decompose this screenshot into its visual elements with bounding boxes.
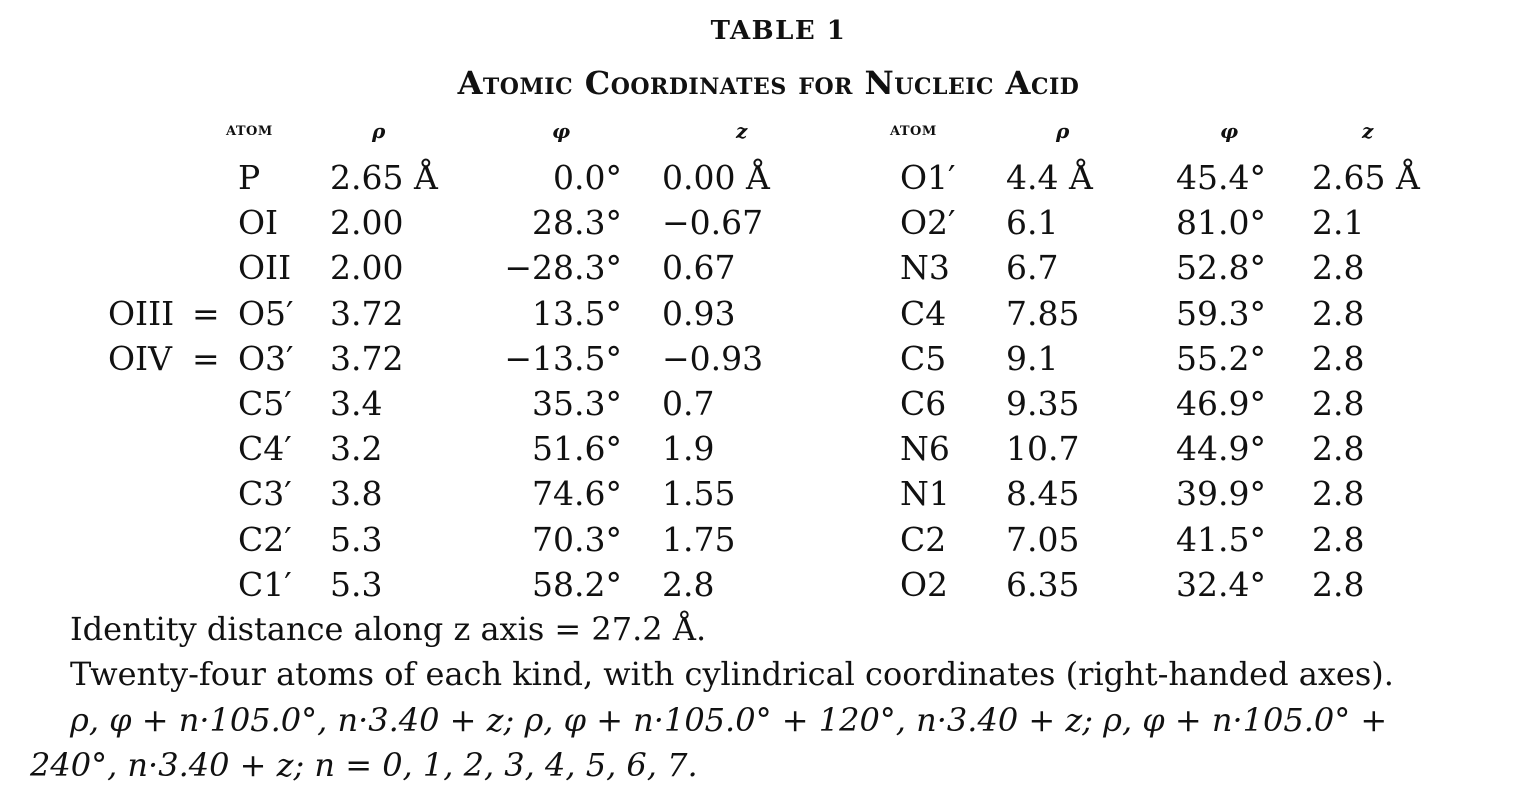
rho-cell: 2.00 bbox=[330, 203, 404, 243]
equals-cell: = bbox=[192, 293, 220, 333]
z-cell: 2.8 bbox=[1312, 429, 1365, 469]
z-cell: 2.8 bbox=[1312, 338, 1365, 378]
phi-cell: 39.9° bbox=[1176, 474, 1266, 514]
rho-cell: 2.65 Å bbox=[330, 158, 438, 197]
rho-cell: 5.3 bbox=[330, 519, 383, 559]
rho-cell: 6.1 bbox=[1006, 203, 1059, 243]
atom-cell: C5′ bbox=[238, 384, 292, 423]
alias-cell: OIV bbox=[108, 338, 172, 378]
atom-cell: O5′ bbox=[238, 293, 294, 333]
phi-cell: −28.3° bbox=[504, 248, 622, 288]
z-cell: 0.7 bbox=[662, 384, 715, 423]
phi-cell: 70.3° bbox=[532, 519, 622, 559]
rho-cell: 3.8 bbox=[330, 474, 383, 514]
rho-cell: 9.1 bbox=[1006, 338, 1059, 378]
atom-cell: OI bbox=[238, 203, 279, 243]
atom-cell: N1 bbox=[900, 474, 950, 514]
rho-cell: 5.3 bbox=[330, 564, 383, 604]
count-note: Twenty-four atoms of each kind, with cylindrical coordinates (right-handed axes). bbox=[70, 655, 1394, 693]
atom-cell: C5 bbox=[900, 338, 947, 378]
rho-cell: 9.35 bbox=[1006, 384, 1080, 423]
table-row bbox=[0, 291, 1537, 336]
rho-cell: 7.05 bbox=[1006, 519, 1080, 559]
table-row bbox=[0, 471, 1537, 516]
header-atom-left: atom bbox=[226, 119, 273, 140]
rho-cell: 7.85 bbox=[1006, 293, 1080, 333]
rho-cell: 8.45 bbox=[1006, 474, 1080, 514]
atom-cell: O1′ bbox=[900, 158, 956, 197]
phi-cell: 59.3° bbox=[1176, 293, 1266, 333]
atom-cell: C1′ bbox=[238, 564, 292, 604]
z-cell: −0.93 bbox=[662, 338, 764, 378]
rho-cell: 4.4 Å bbox=[1006, 158, 1093, 197]
table-row bbox=[0, 562, 1537, 607]
phi-cell: −13.5° bbox=[504, 338, 622, 378]
header-z-left: z bbox=[736, 119, 748, 143]
header-phi-left: φ bbox=[552, 119, 571, 143]
z-cell: 2.8 bbox=[1312, 248, 1365, 288]
rho-cell: 3.72 bbox=[330, 293, 404, 333]
atom-cell: C2′ bbox=[238, 519, 292, 559]
phi-cell: 74.6° bbox=[532, 474, 622, 514]
rho-cell: 3.2 bbox=[330, 429, 383, 469]
phi-cell: 41.5° bbox=[1176, 519, 1266, 559]
z-cell: 2.8 bbox=[1312, 293, 1365, 333]
table-row bbox=[0, 517, 1537, 562]
atom-cell: N6 bbox=[900, 429, 950, 469]
table-row bbox=[0, 426, 1537, 471]
atom-cell: O2′ bbox=[900, 203, 956, 243]
header-z-right: z bbox=[1362, 119, 1374, 143]
z-cell: 2.1 bbox=[1312, 203, 1365, 243]
z-cell: 0.67 bbox=[662, 248, 736, 288]
phi-cell: 46.9° bbox=[1176, 384, 1266, 423]
atom-cell: O2 bbox=[900, 564, 949, 604]
phi-cell: 35.3° bbox=[532, 384, 622, 423]
rho-cell: 3.72 bbox=[330, 338, 404, 378]
z-cell: 1.75 bbox=[662, 519, 736, 559]
header-rho-left: ρ bbox=[372, 119, 386, 143]
rho-cell: 2.00 bbox=[330, 248, 404, 288]
atom-cell: P bbox=[238, 158, 261, 197]
table-row bbox=[0, 155, 1537, 200]
table-row bbox=[0, 245, 1537, 290]
equals-cell: = bbox=[192, 338, 220, 378]
header-atom-right: atom bbox=[890, 119, 937, 140]
phi-cell: 32.4° bbox=[1176, 564, 1266, 604]
header-rho-right: ρ bbox=[1056, 119, 1070, 143]
phi-cell: 44.9° bbox=[1176, 429, 1266, 469]
z-cell: 0.93 bbox=[662, 293, 736, 333]
header-phi-right: φ bbox=[1220, 119, 1239, 143]
rho-cell: 3.4 bbox=[330, 384, 383, 423]
phi-cell: 0.0° bbox=[553, 158, 622, 197]
atom-cell: O3′ bbox=[238, 338, 294, 378]
atom-cell: C2 bbox=[900, 519, 947, 559]
z-cell: −0.67 bbox=[662, 203, 764, 243]
z-cell: 2.8 bbox=[1312, 519, 1365, 559]
phi-cell: 81.0° bbox=[1176, 203, 1266, 243]
phi-cell: 58.2° bbox=[532, 564, 622, 604]
z-cell: 2.8 bbox=[1312, 474, 1365, 514]
rho-cell: 6.35 bbox=[1006, 564, 1080, 604]
atom-cell: C4 bbox=[900, 293, 947, 333]
rho-cell: 10.7 bbox=[1006, 429, 1080, 469]
phi-cell: 55.2° bbox=[1176, 338, 1266, 378]
phi-cell: 28.3° bbox=[532, 203, 622, 243]
z-cell: 2.8 bbox=[662, 564, 715, 604]
z-cell: 0.00 Å bbox=[662, 158, 770, 197]
table-label: TABLE 1 bbox=[710, 16, 847, 46]
identity-note: Identity distance along z axis = 27.2 Å. bbox=[70, 610, 707, 648]
table-row bbox=[0, 336, 1537, 381]
formula-line-2: 240°, n·3.40 + z; n = 0, 1, 2, 3, 4, 5, 6, 7. bbox=[30, 746, 698, 784]
phi-cell: 51.6° bbox=[532, 429, 622, 469]
atom-cell: OII bbox=[238, 248, 292, 288]
phi-cell: 45.4° bbox=[1176, 158, 1266, 197]
z-cell: 2.8 bbox=[1312, 564, 1365, 604]
table-row bbox=[0, 200, 1537, 245]
z-cell: 2.8 bbox=[1312, 384, 1365, 423]
rho-cell: 6.7 bbox=[1006, 248, 1059, 288]
formula-line-1: ρ, φ + n·105.0°, n·3.40 + z; ρ, φ + n·105.0° + 120°, n·3.40 + z; ρ, φ + n·105.0° + bbox=[70, 701, 1388, 739]
atom-cell: N3 bbox=[900, 248, 950, 288]
z-cell: 1.9 bbox=[662, 429, 715, 469]
atom-cell: C3′ bbox=[238, 474, 292, 514]
table-row bbox=[0, 381, 1537, 426]
atom-cell: C4′ bbox=[238, 429, 292, 469]
z-cell: 1.55 bbox=[662, 474, 736, 514]
phi-cell: 52.8° bbox=[1176, 248, 1266, 288]
table-title: Atomic Coordinates for Nucleic Acid bbox=[457, 64, 1080, 102]
phi-cell: 13.5° bbox=[532, 293, 622, 333]
atom-cell: C6 bbox=[900, 384, 947, 423]
z-cell: 2.65 Å bbox=[1312, 158, 1420, 197]
alias-cell: OIII bbox=[108, 293, 175, 333]
